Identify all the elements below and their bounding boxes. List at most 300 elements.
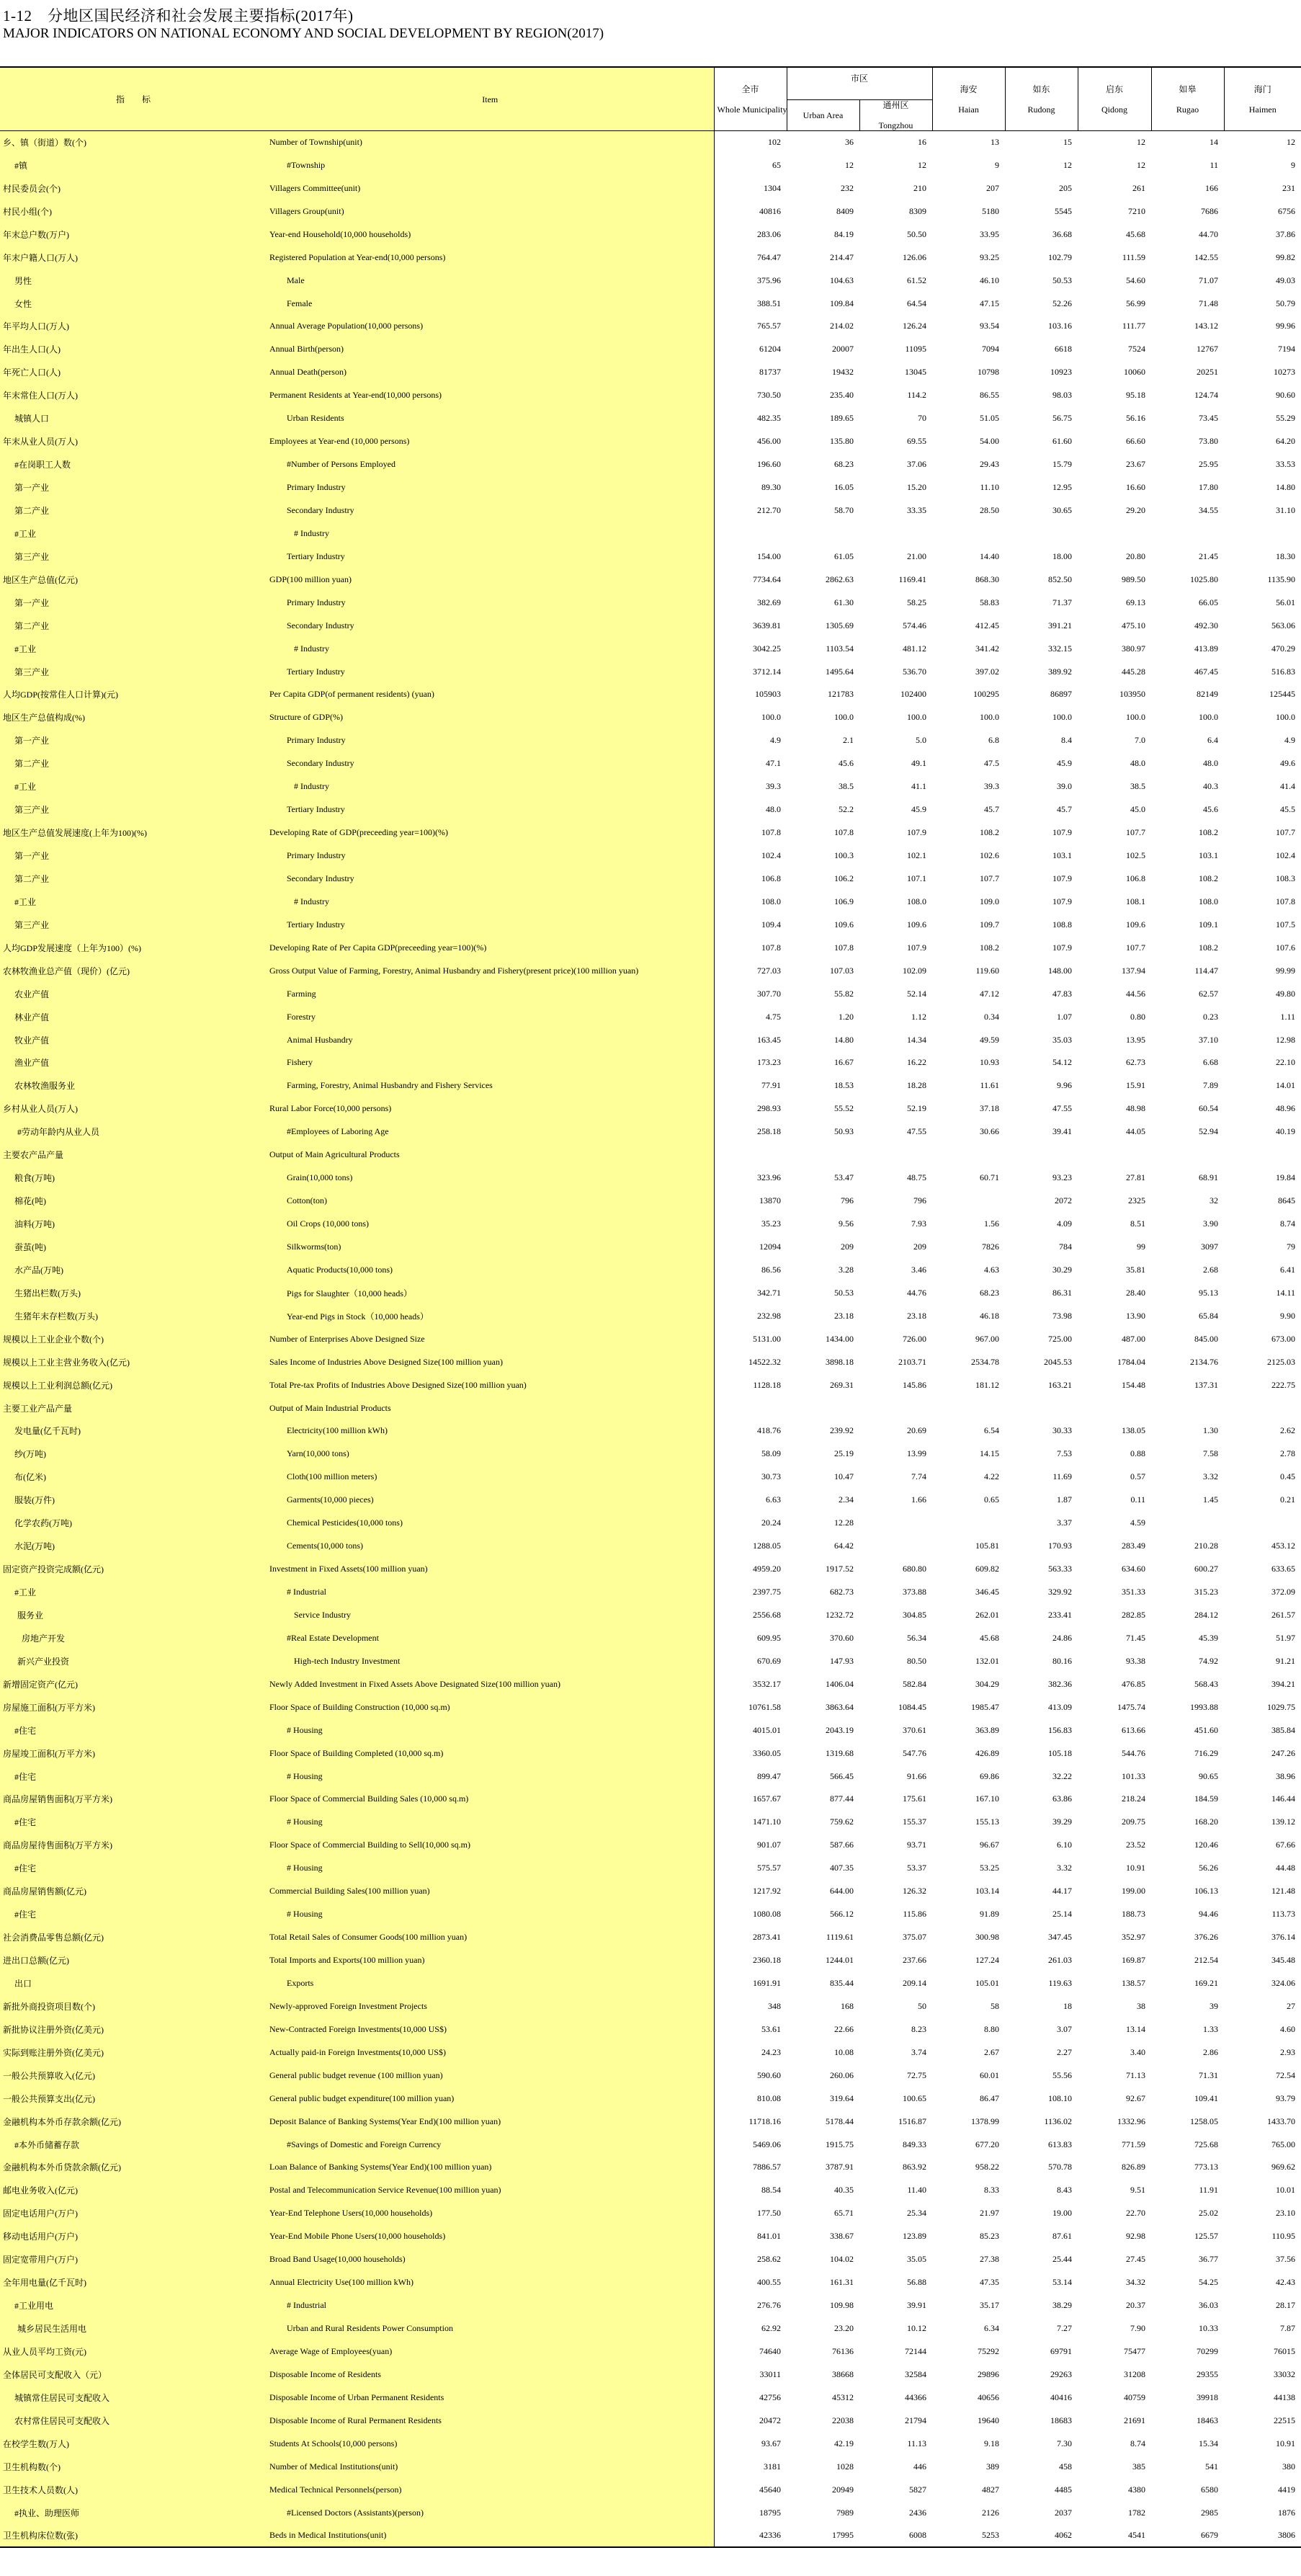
value-cell: 50 xyxy=(918,2000,927,2011)
indicator-cn: 发电量(亿千瓦时) xyxy=(0,1420,267,1443)
value-cell: 47.12 xyxy=(980,988,1000,999)
value-cell: 7886.57 xyxy=(714,2156,787,2179)
value-cell: 68.23 xyxy=(980,1287,1000,1298)
value-cell: 13.14 xyxy=(1126,2023,1146,2034)
value-cell: 62.73 xyxy=(1126,1057,1146,1068)
value-cell: 61.30 xyxy=(834,597,854,607)
value-cell: 37.56 xyxy=(1276,2254,1296,2265)
value-cell: 62.92 xyxy=(714,2317,787,2340)
value-cell: 108.3 xyxy=(1276,873,1296,883)
value-cell: 106.9 xyxy=(834,896,854,906)
value-cell: 51.97 xyxy=(1276,1632,1296,1643)
indicator-cn: #劳动年龄内从业人员 xyxy=(0,1120,267,1144)
value-cell: 58.09 xyxy=(714,1443,787,1466)
value-cell: 16.60 xyxy=(1126,482,1146,493)
value-cell: 2.67 xyxy=(984,2046,1000,2057)
indicator-cn: 第三产业 xyxy=(0,798,267,821)
indicator-en: Primary Industry xyxy=(267,729,714,752)
indicator-cn: 化学农药(万吨) xyxy=(0,1512,267,1535)
value-cell: 1495.64 xyxy=(826,666,854,677)
value-cell: 389.92 xyxy=(1048,666,1073,677)
table-title: 1-12 分地区国民经济和社会发展主要指标(2017年) xyxy=(3,7,354,24)
value-cell: 352.97 xyxy=(1122,1932,1146,1943)
value-cell: 4.9 xyxy=(714,729,787,752)
value-cell: 69.13 xyxy=(1126,597,1146,607)
value-cell: 41.4 xyxy=(1280,781,1296,792)
value-cell: 107.7 xyxy=(1126,827,1146,838)
indicator-cn: 一般公共预算支出(亿元) xyxy=(0,2087,267,2110)
indicator-en: Animal Husbandry xyxy=(267,1028,714,1051)
value-cell: 42336 xyxy=(714,2524,787,2547)
value-cell: 239.92 xyxy=(830,1425,854,1436)
table-row xyxy=(0,522,1301,545)
value-cell: 20007 xyxy=(832,344,854,355)
value-cell: 3532.17 xyxy=(714,1672,787,1695)
indicator-en: Exports xyxy=(267,1972,714,1995)
indicator-en: # Housing xyxy=(267,1811,714,1834)
indicator-cn: 服务业 xyxy=(0,1604,267,1627)
value-cell: 17.80 xyxy=(1199,482,1219,493)
value-cell: 347.45 xyxy=(1048,1932,1073,1943)
value-cell: 4.9 xyxy=(1284,735,1296,746)
value-cell: 609.95 xyxy=(714,1626,787,1649)
value-cell: 324.06 xyxy=(1271,1977,1296,1988)
value-cell: 0.65 xyxy=(984,1494,1000,1505)
value-cell xyxy=(1005,522,1078,545)
value-cell: 6618 xyxy=(1055,344,1073,355)
value-cell: 5827 xyxy=(909,2484,927,2495)
value-cell: 12 xyxy=(918,159,927,170)
table-row xyxy=(0,476,1301,499)
value-cell: 796 xyxy=(913,1195,927,1206)
header-col-whole: 全市 Whole Municipality xyxy=(714,67,787,131)
value-cell: 1657.67 xyxy=(714,1788,787,1811)
value-cell: 175.61 xyxy=(903,1793,927,1804)
table-row xyxy=(0,2478,1301,2501)
value-cell: 24.23 xyxy=(714,2041,787,2064)
value-cell: 49.1 xyxy=(911,758,927,769)
value-cell: 48.0 xyxy=(714,798,787,821)
value-cell: 2.68 xyxy=(1203,1264,1219,1275)
value-cell: 810.08 xyxy=(714,2087,787,2110)
value-cell: 4541 xyxy=(1078,2524,1151,2547)
value-cell: 39.41 xyxy=(1052,1126,1073,1137)
value-cell: 155.37 xyxy=(903,1817,927,1827)
header-col-urban-area: 市区 xyxy=(787,67,932,100)
value-cell: 42.43 xyxy=(1276,2277,1296,2288)
value-cell xyxy=(1151,1144,1224,1167)
value-cell: 31208 xyxy=(1124,2368,1146,2379)
table-row xyxy=(0,2271,1301,2294)
indicator-en: Total Imports and Exports(100 million yuan) xyxy=(267,1949,714,1972)
value-cell: 1128.18 xyxy=(714,1373,787,1396)
value-cell: 1876 xyxy=(1278,2507,1296,2518)
value-cell: 39.0 xyxy=(1057,781,1073,792)
value-cell: 102.5 xyxy=(1126,850,1146,861)
indicator-en: Pigs for Slaughter（10,000 heads） xyxy=(267,1281,714,1304)
value-cell: 15.91 xyxy=(1126,1080,1146,1091)
value-cell: 412.45 xyxy=(975,620,1000,630)
indicator-en: Students At Schools(10,000 persons) xyxy=(267,2432,714,2455)
value-cell: 138.05 xyxy=(1122,1425,1146,1436)
value-cell: 25.44 xyxy=(1052,2254,1073,2265)
table-row xyxy=(0,1672,1301,1695)
value-cell: 12 xyxy=(1137,159,1146,170)
indicator-en: Forestry xyxy=(267,1005,714,1028)
value-cell: 79 xyxy=(1287,1241,1296,1252)
value-cell: 143.12 xyxy=(1194,321,1219,331)
table-row xyxy=(0,2179,1301,2202)
value-cell: 11095 xyxy=(905,344,927,355)
value-cell: 36.68 xyxy=(1052,228,1073,239)
value-cell: 15.20 xyxy=(907,482,927,493)
value-cell: 14.34 xyxy=(907,1034,927,1045)
value-cell: 39.3 xyxy=(984,781,1000,792)
table-row xyxy=(0,2501,1301,2524)
value-cell: 74640 xyxy=(714,2340,787,2363)
value-cell: 47.1 xyxy=(714,752,787,775)
value-cell: 1305.69 xyxy=(826,620,854,630)
value-cell: 29.43 xyxy=(980,459,1000,470)
value-cell: 120.46 xyxy=(1194,1840,1219,1850)
value-cell: 765.00 xyxy=(1271,2139,1296,2149)
value-cell: 71.37 xyxy=(1052,597,1073,607)
value-cell: 154.48 xyxy=(1122,1379,1146,1390)
indicator-cn: 第二产业 xyxy=(0,868,267,891)
value-cell: 121.48 xyxy=(1271,1886,1296,1897)
indicator-cn: 地区生产总值发展速度(上年为100)(%) xyxy=(0,821,267,844)
indicator-en: Gross Output Value of Farming, Forestry, Animal Husbandry and Fishery(present price)(100 million yuan) xyxy=(267,959,714,982)
indicator-cn: 新批外商投资项目数(个) xyxy=(0,1995,267,2018)
value-cell: 44.17 xyxy=(1052,1886,1073,1897)
value-cell: 6.10 xyxy=(1057,1840,1073,1850)
indicator-cn: 新兴产业投资 xyxy=(0,1649,267,1672)
value-cell: 13.95 xyxy=(1126,1034,1146,1045)
value-cell: 12.98 xyxy=(1276,1034,1296,1045)
indicator-en: Annual Electricity Use(100 million kWh) xyxy=(267,2271,714,2294)
value-cell: 109.84 xyxy=(830,298,854,308)
value-cell: 23.52 xyxy=(1126,1840,1146,1850)
indicator-cn: 年末户籍人口(万人) xyxy=(0,246,267,269)
value-cell: 103950 xyxy=(1119,689,1146,700)
indicator-en: Urban Residents xyxy=(267,407,714,430)
indicator-cn: #住宅 xyxy=(0,1811,267,1834)
value-cell: 101.33 xyxy=(1122,1770,1146,1781)
indicator-en: # Housing xyxy=(267,1765,714,1788)
value-cell: 18.00 xyxy=(1052,551,1073,561)
value-cell: 40416 xyxy=(1050,2392,1073,2402)
value-cell: 51.05 xyxy=(980,413,1000,424)
value-cell: 102.4 xyxy=(1276,850,1296,861)
value-cell: 18.30 xyxy=(1276,551,1296,561)
value-cell: 102.4 xyxy=(714,844,787,868)
value-cell: 5545 xyxy=(1055,205,1073,216)
table-row xyxy=(0,2409,1301,2432)
value-cell: 205 xyxy=(1059,182,1073,193)
value-cell: 28.50 xyxy=(980,504,1000,515)
value-cell: 682.73 xyxy=(830,1587,854,1597)
value-cell: 4.75 xyxy=(714,1005,787,1028)
value-cell: 759.62 xyxy=(830,1817,854,1827)
value-cell: 32 xyxy=(1210,1195,1219,1206)
indicator-cn: 固定资产投资完成额(亿元) xyxy=(0,1558,267,1581)
value-cell: 3639.81 xyxy=(714,614,787,637)
value-cell: 39.3 xyxy=(714,775,787,798)
indicator-en: # Industrial xyxy=(267,2294,714,2317)
value-cell: 100.0 xyxy=(714,706,787,729)
value-cell: 2037 xyxy=(1055,2507,1073,2518)
value-cell: 6.68 xyxy=(1203,1057,1219,1068)
indicator-cn: 邮电业务收入(亿元) xyxy=(0,2179,267,2202)
table-row xyxy=(0,1074,1301,1097)
value-cell: 7194 xyxy=(1278,344,1296,355)
table-row xyxy=(0,798,1301,821)
value-cell: 476.85 xyxy=(1122,1678,1146,1689)
value-cell: 1232.72 xyxy=(826,1609,854,1620)
value-cell: 100.3 xyxy=(834,850,854,861)
indicator-en: Villagers Group(unit) xyxy=(267,200,714,223)
value-cell: 40.35 xyxy=(834,2185,854,2196)
value-cell: 20.69 xyxy=(907,1425,927,1436)
value-cell: 28.17 xyxy=(1276,2300,1296,2311)
indicator-cn: 年末从业人员(万人) xyxy=(0,430,267,453)
value-cell: 590.60 xyxy=(714,2064,787,2087)
value-cell: 0.11 xyxy=(1130,1494,1146,1505)
indicator-en: Primary Industry xyxy=(267,844,714,868)
value-cell: 29.20 xyxy=(1126,504,1146,515)
table-row xyxy=(0,1811,1301,1834)
value-cell: 2360.18 xyxy=(714,1949,787,1972)
value-cell: 52.94 xyxy=(1199,1126,1219,1137)
value-cell: 547.76 xyxy=(903,1747,927,1758)
value-cell: 247.26 xyxy=(1271,1747,1296,1758)
indicator-en: Postal and Telecommunication Service Revenue(100 million yuan) xyxy=(267,2179,714,2202)
table-row xyxy=(0,1236,1301,1259)
value-cell: 9.51 xyxy=(1130,2185,1146,2196)
value-cell: 29263 xyxy=(1050,2368,1073,2379)
table-row xyxy=(0,1051,1301,1074)
value-cell: 2.78 xyxy=(1280,1448,1296,1459)
header-col-haimen: 海门 Haimen xyxy=(1224,67,1301,131)
value-cell: 899.47 xyxy=(714,1765,787,1788)
table-body xyxy=(0,131,1301,2547)
indicator-en: Deposit Balance of Banking Systems(Year End)(100 million yuan) xyxy=(267,2110,714,2133)
value-cell: 7989 xyxy=(836,2507,854,2518)
value-cell: 7094 xyxy=(982,344,1000,355)
indicator-en: GDP(100 million yuan) xyxy=(267,568,714,591)
value-cell: 54.12 xyxy=(1052,1057,1073,1068)
indicator-en: #Savings of Domestic and Foreign Currency xyxy=(267,2133,714,2156)
value-cell: 536.70 xyxy=(903,666,927,677)
indicator-en: Annual Death(person) xyxy=(267,361,714,384)
value-cell: 107.8 xyxy=(714,936,787,959)
value-cell: 634.60 xyxy=(1122,1564,1146,1574)
indicator-cn: 牧业产值 xyxy=(0,1028,267,1051)
value-cell: 17995 xyxy=(787,2524,859,2547)
value-cell: 307.70 xyxy=(714,982,787,1005)
indicator-en: Floor Space of Building Completed (10,000 sq.m) xyxy=(267,1742,714,1765)
value-cell: 45312 xyxy=(832,2392,854,2402)
value-cell xyxy=(787,1144,859,1167)
value-cell xyxy=(714,1396,787,1420)
value-cell: 7.30 xyxy=(1057,2438,1073,2448)
indicator-en: Aquatic Products(10,000 tons) xyxy=(267,1258,714,1281)
indicator-en: General public budget revenue (100 million yuan) xyxy=(267,2064,714,2087)
indicator-en: Farming xyxy=(267,982,714,1005)
value-cell: 2.62 xyxy=(1280,1425,1296,1436)
value-cell: 2.34 xyxy=(839,1494,854,1505)
value-cell: 146.44 xyxy=(1271,1793,1296,1804)
indicator-en: Tertiary Industry xyxy=(267,545,714,568)
value-cell: 323.96 xyxy=(714,1167,787,1190)
value-cell: 773.13 xyxy=(1194,2162,1219,2172)
value-cell: 102.1 xyxy=(907,850,927,861)
value-cell: 20.80 xyxy=(1126,551,1146,561)
indicator-cn: #住宅 xyxy=(0,1857,267,1880)
indicator-en: Secondary Industry xyxy=(267,614,714,637)
value-cell: 109.7 xyxy=(980,919,1000,930)
indicator-cn: #镇 xyxy=(0,153,267,177)
value-cell: 207 xyxy=(986,182,1000,193)
value-cell: 170.93 xyxy=(1048,1541,1073,1551)
value-cell: 967.00 xyxy=(975,1333,1000,1344)
value-cell: 600.27 xyxy=(1194,1564,1219,1574)
value-cell: 73.98 xyxy=(1052,1310,1073,1321)
value-cell: 10.33 xyxy=(1199,2323,1219,2334)
value-cell: 109.6 xyxy=(907,919,927,930)
value-cell: 284.12 xyxy=(1194,1609,1219,1620)
header-col-tongzhou: 通州区 Tongzhou xyxy=(859,100,932,131)
value-cell: 71.13 xyxy=(1126,2069,1146,2080)
value-cell xyxy=(859,1535,932,1558)
table-row xyxy=(0,1788,1301,1811)
value-cell: 65.84 xyxy=(1199,1310,1219,1321)
value-cell: 196.60 xyxy=(714,453,787,476)
value-cell: 2.27 xyxy=(1057,2046,1073,2057)
value-cell: 73.80 xyxy=(1199,436,1219,447)
value-cell: 11.61 xyxy=(980,1080,1000,1091)
value-cell: 237.66 xyxy=(903,1955,927,1966)
value-cell: 106.2 xyxy=(834,873,854,883)
value-cell: 10.47 xyxy=(834,1471,854,1482)
value-cell: 69791 xyxy=(1050,2345,1073,2356)
indicator-en: # Industry xyxy=(267,637,714,660)
value-cell: 22.66 xyxy=(834,2023,854,2034)
indicator-en: Villagers Committee(unit) xyxy=(267,177,714,200)
value-cell: 8.51 xyxy=(1130,1218,1146,1229)
value-cell: 8.74 xyxy=(1280,1218,1296,1229)
value-cell: 109.1 xyxy=(1199,919,1219,930)
value-cell: 2125.03 xyxy=(1267,1356,1296,1367)
value-cell: 16 xyxy=(918,137,927,148)
table-row xyxy=(0,1949,1301,1972)
indicator-cn: #工业 xyxy=(0,775,267,798)
indicator-en: #Licensed Doctors (Assistants)(person) xyxy=(267,2501,714,2524)
value-cell: 7.0 xyxy=(1135,735,1146,746)
indicator-en: Urban and Rural Residents Power Consumption xyxy=(267,2317,714,2340)
table-row xyxy=(0,729,1301,752)
value-cell: 126.24 xyxy=(903,321,927,331)
value-cell: 413.89 xyxy=(1194,643,1219,654)
value-cell: 351.33 xyxy=(1122,1587,1146,1597)
indicator-en: Number of Medical Institutions(unit) xyxy=(267,2455,714,2478)
value-cell: 566.12 xyxy=(830,1909,854,1920)
table-row xyxy=(0,1327,1301,1350)
value-cell: 958.22 xyxy=(975,2162,1000,2172)
value-cell: 12 xyxy=(1287,137,1296,148)
indicator-en: Cements(10,000 tons) xyxy=(267,1535,714,1558)
value-cell: 826.89 xyxy=(1122,2162,1146,2172)
value-cell: 10923 xyxy=(1050,367,1073,378)
value-cell: 106.8 xyxy=(714,868,787,891)
indicator-cn: 生猪年末存栏数(万头) xyxy=(0,1304,267,1327)
value-cell: 50.50 xyxy=(907,228,927,239)
value-cell: 91.66 xyxy=(907,1770,927,1781)
value-cell: 1.56 xyxy=(984,1218,1000,1229)
value-cell: 31.10 xyxy=(1276,504,1296,515)
table-row xyxy=(0,2340,1301,2363)
value-cell: 11 xyxy=(1210,159,1219,170)
value-cell: 161.31 xyxy=(830,2277,854,2288)
indicators-table xyxy=(0,66,1301,2548)
value-cell: 10.12 xyxy=(907,2323,927,2334)
value-cell xyxy=(1151,522,1224,545)
header-col-rudong: 如东 Rudong xyxy=(1005,67,1078,131)
value-cell: 12 xyxy=(1063,159,1073,170)
value-cell: 105903 xyxy=(714,683,787,706)
value-cell: 222.75 xyxy=(1271,1379,1296,1390)
value-cell: 376.14 xyxy=(1271,1932,1296,1943)
value-cell: 75292 xyxy=(978,2345,1000,2356)
value-cell: 199.00 xyxy=(1122,1886,1146,1897)
value-cell: 68.91 xyxy=(1199,1172,1219,1183)
value-cell: 44.76 xyxy=(907,1287,927,1298)
value-cell: 3360.05 xyxy=(714,1742,787,1765)
value-cell: 475.10 xyxy=(1122,620,1146,630)
value-cell: 107.03 xyxy=(830,965,854,976)
table-row xyxy=(0,1420,1301,1443)
value-cell: 25.95 xyxy=(1199,459,1219,470)
value-cell xyxy=(1224,1396,1301,1420)
value-cell: 107.9 xyxy=(907,827,927,838)
value-cell: 127.24 xyxy=(975,1955,1000,1966)
value-cell: 111.59 xyxy=(1122,251,1146,262)
value-cell: 4.59 xyxy=(1130,1517,1146,1528)
value-cell: 400.55 xyxy=(714,2271,787,2294)
value-cell: 1.45 xyxy=(1203,1494,1219,1505)
value-cell: 49.80 xyxy=(1276,988,1296,999)
value-cell: 212.70 xyxy=(714,499,787,522)
value-cell: 3806 xyxy=(1224,2524,1301,2547)
table-row xyxy=(0,315,1301,338)
value-cell: 45.68 xyxy=(1126,228,1146,239)
value-cell: 72.54 xyxy=(1276,2069,1296,2080)
value-cell: 6.63 xyxy=(714,1489,787,1512)
value-cell: 1985.47 xyxy=(971,1701,1000,1712)
value-cell: 95.18 xyxy=(1126,390,1146,401)
value-cell: 9.90 xyxy=(1280,1310,1296,1321)
value-cell: 6679 xyxy=(1151,2524,1224,2547)
indicator-cn: #工业 xyxy=(0,1581,267,1604)
value-cell: 56.01 xyxy=(1276,597,1296,607)
table-row xyxy=(0,2294,1301,2317)
indicator-cn: 商品房屋销售额(亿元) xyxy=(0,1880,267,1903)
value-cell: 115.86 xyxy=(903,1909,927,1920)
value-cell: 100.0 xyxy=(834,712,854,723)
value-cell: 1406.04 xyxy=(826,1678,854,1689)
value-cell: 45.0 xyxy=(1130,804,1146,815)
value-cell: 446 xyxy=(913,2461,927,2472)
